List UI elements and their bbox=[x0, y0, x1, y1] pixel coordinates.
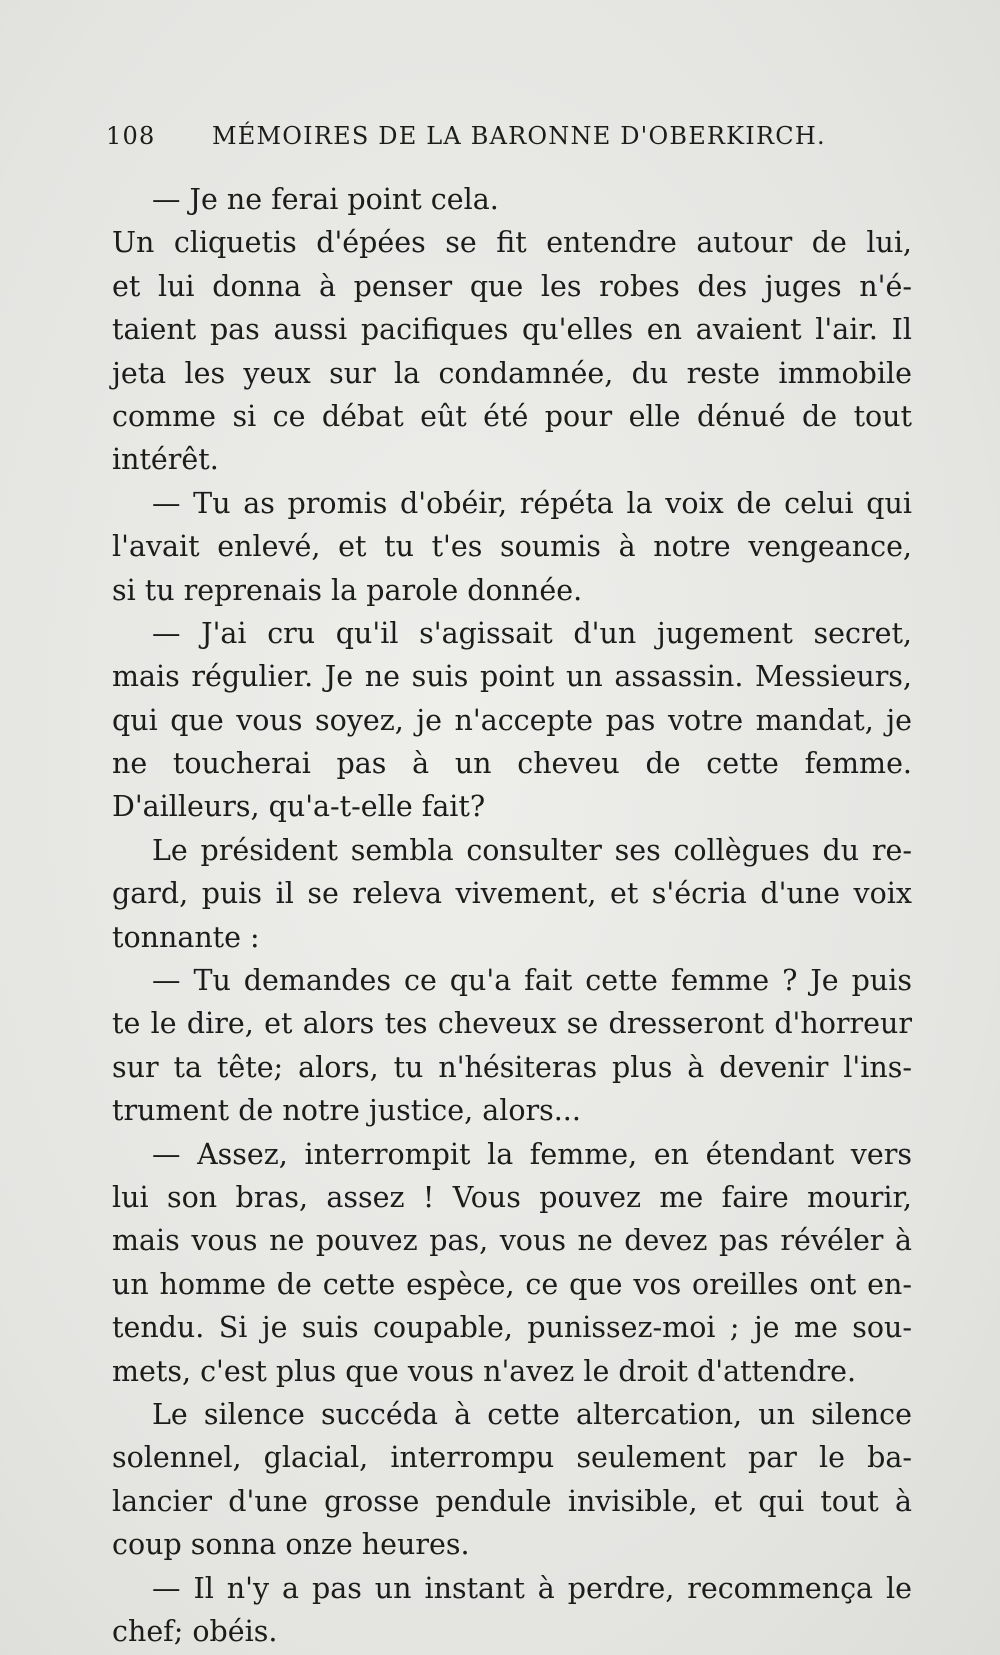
text-line: tendu. Si je suis coupable, punissez-moi ; je me sou- bbox=[112, 1311, 912, 1345]
body-text bbox=[112, 178, 912, 1653]
text-line: D'ailleurs, qu'a-t-elle fait? bbox=[112, 790, 486, 824]
text-line: Un cliquetis d'épées se fit entendre autour de lui, bbox=[112, 226, 912, 260]
text-line: sur ta tête; alors, tu n'hésiteras plus à devenir l'ins- bbox=[112, 1050, 912, 1084]
text-line: — Tu demandes ce qu'a fait cette femme ? Je puis bbox=[152, 964, 912, 998]
text-line: un homme de cette espèce, ce que vos oreilles ont en- bbox=[112, 1267, 912, 1301]
running-head bbox=[106, 122, 916, 162]
text-line: — Assez, interrompit la femme, en étendant vers bbox=[152, 1137, 912, 1171]
text-line: — Je ne ferai point cela. bbox=[152, 183, 499, 216]
text-line: si tu reprenais la parole donnée. bbox=[112, 573, 583, 607]
text-line: mets, c'est plus que vous n'avez le droit d'attendre. bbox=[112, 1354, 857, 1388]
text-line: te le dire, et alors tes cheveux se dresseront d'horreur bbox=[112, 1007, 912, 1041]
text-line: chef; obéis. bbox=[112, 1614, 278, 1648]
text-line: taient pas aussi pacifiques qu'elles en avaient l'air. Il bbox=[112, 313, 912, 347]
page-number: 108 bbox=[106, 122, 156, 150]
text-line: qui que vous soyez, je n'accepte pas votre mandat, je bbox=[112, 703, 912, 737]
text-line: tonnante : bbox=[112, 920, 260, 954]
text-line: gard, puis il se releva vivement, et s'écria d'une voix bbox=[112, 877, 912, 911]
text-line: lui son bras, assez ! Vous pouvez me faire mourir, bbox=[112, 1180, 912, 1214]
text-line: trument de notre justice, alors... bbox=[112, 1094, 581, 1128]
running-title: MÉMOIRES DE LA BARONNE D'OBERKIRCH. bbox=[212, 122, 826, 150]
text-line: Le président sembla consulter ses collègues du re- bbox=[152, 833, 912, 867]
text-line: comme si ce débat eût été pour elle dénué de tout bbox=[112, 399, 912, 433]
text-line: Le silence succéda à cette altercation, un silence bbox=[152, 1397, 912, 1431]
text-line: — Tu as promis d'obéir, répéta la voix de celui qui bbox=[152, 486, 912, 520]
text-line: jeta les yeux sur la condamnée, du reste immobile bbox=[112, 356, 912, 390]
text-line: l'avait enlevé, et tu t'es soumis à notre vengeance, bbox=[112, 530, 912, 564]
text-line: et lui donna à penser que les robes des juges n'é- bbox=[112, 269, 912, 303]
text-line: solennel, glacial, interrompu seulement par le ba- bbox=[112, 1441, 912, 1475]
text-line: — J'ai cru qu'il s'agissait d'un jugement secret, bbox=[152, 616, 912, 650]
text-line: intérêt. bbox=[112, 443, 219, 477]
text-line: — Il n'y a pas un instant à perdre, recommença le bbox=[152, 1571, 912, 1605]
text-line: ne toucherai pas à un cheveu de cette femme. bbox=[112, 747, 912, 781]
text-line: coup sonna onze heures. bbox=[112, 1528, 470, 1562]
text-line: mais vous ne pouvez pas, vous ne devez pas révéler à bbox=[112, 1224, 912, 1258]
text-line: lancier d'une grosse pendule invisible, et qui tout à bbox=[112, 1484, 912, 1518]
text-line: mais régulier. Je ne suis point un assassin. Messieurs, bbox=[112, 660, 912, 694]
